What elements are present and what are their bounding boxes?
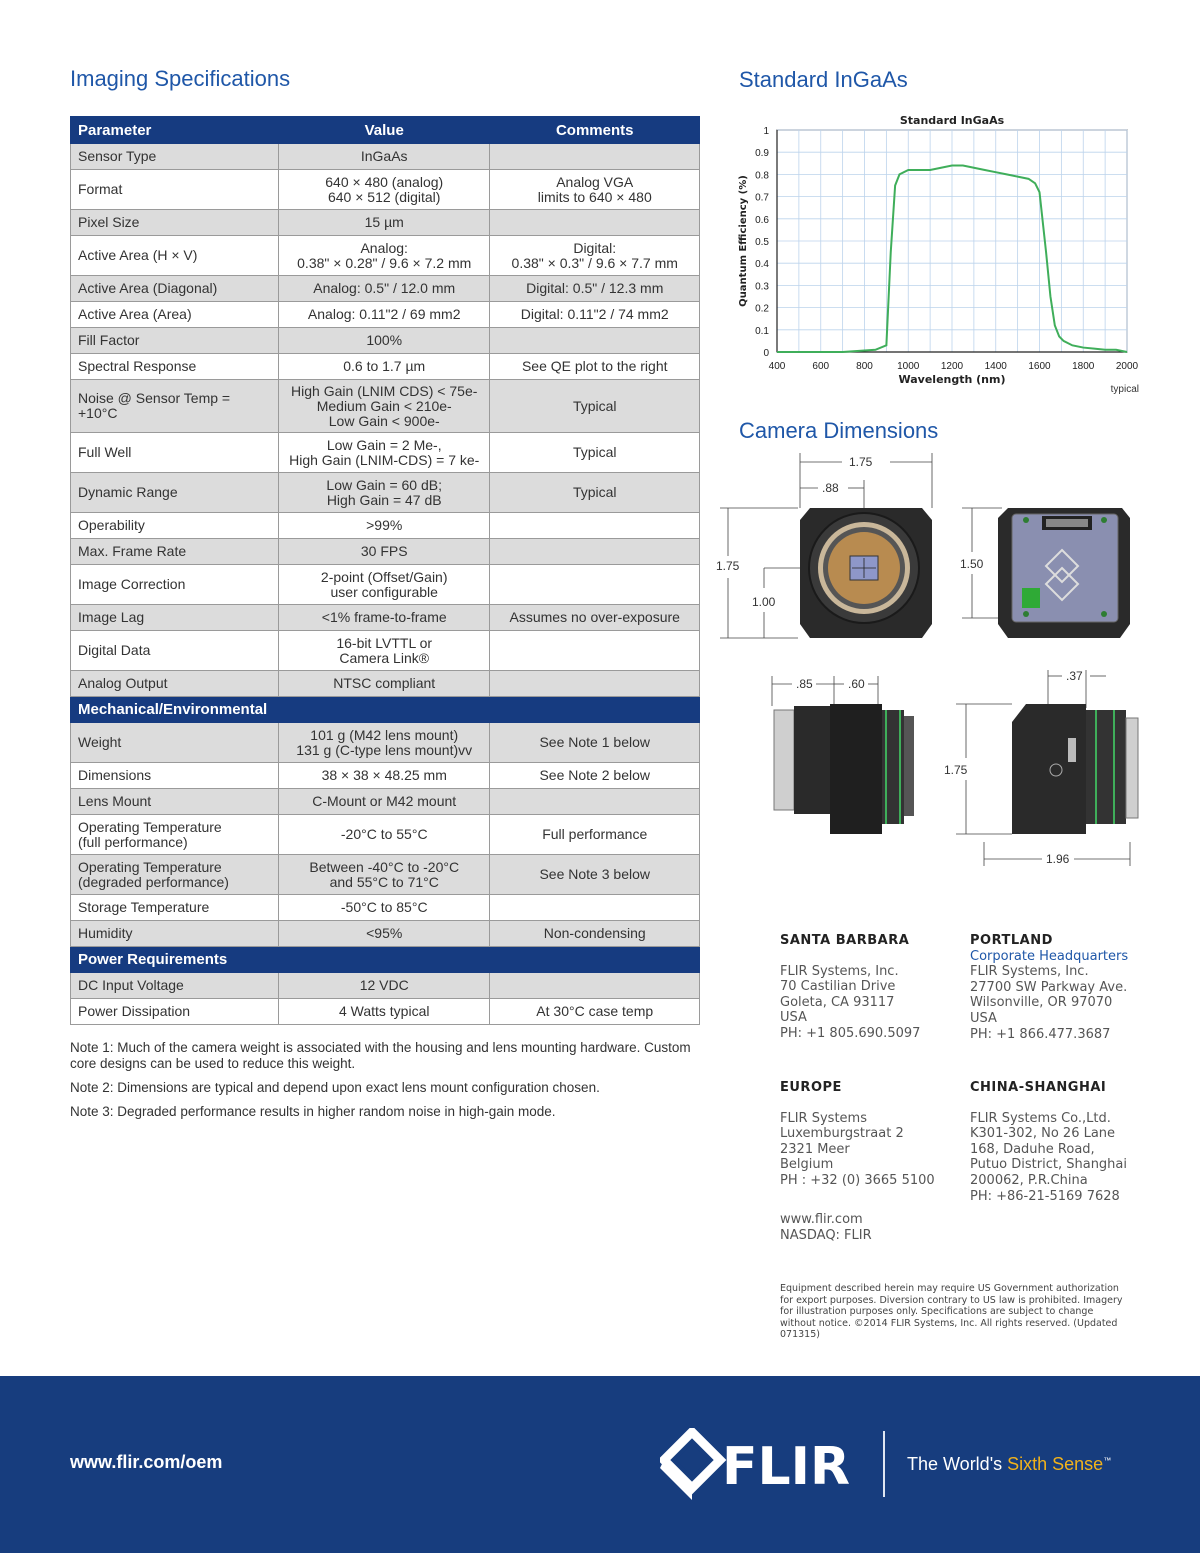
table-row [71, 895, 700, 921]
comment-cell [490, 999, 700, 1025]
section-title-spacer [278, 947, 490, 973]
value-line: 0.6 to 1.7 µm [343, 358, 426, 374]
table-row [71, 999, 700, 1025]
comment-cell [490, 328, 700, 354]
param-cell: Dynamic Range [71, 473, 279, 513]
flir-wordmark: FLIR [722, 1437, 851, 1497]
param-cell: Dimensions [71, 763, 279, 789]
comment-cell [490, 539, 700, 565]
value-line: High Gain = 47 dB [326, 491, 442, 508]
table-row [71, 671, 700, 697]
comment-cell [490, 605, 700, 631]
section-title: Mechanical/Environmental [71, 697, 279, 723]
y-tick-label: 0.6 [755, 214, 769, 226]
comment-line: Assumes no over-exposure [509, 609, 680, 625]
section-header-row [71, 697, 700, 723]
tagline-tm: ™ [1103, 1456, 1112, 1465]
value-line: Low Gain < 900e- [328, 412, 440, 429]
side-view-left [772, 676, 914, 834]
dim-side-a: .85 [796, 677, 813, 691]
value-cell [278, 921, 490, 947]
value-line: 100% [366, 332, 403, 348]
comment-line: Non-condensing [543, 925, 646, 941]
office-line: PH: +86-21-5169 7628 [970, 1188, 1120, 1204]
value-line: 12 VDC [359, 977, 409, 993]
office-line: USA [780, 1010, 807, 1026]
table-row [71, 236, 700, 276]
y-axis-label: Quantum Efficiency (%) [738, 175, 749, 307]
back-view [960, 508, 1130, 638]
office-santa-barbara [780, 933, 920, 1042]
value-line: 15 µm [364, 214, 404, 230]
param-cell: Operating Temperature (full performance) [71, 815, 279, 855]
comment-line: At 30°C case temp [536, 1003, 654, 1019]
comment-cell [490, 789, 700, 815]
value-line: 640 × 512 (digital) [327, 188, 441, 205]
office-line: FLIR Systems, Inc. [970, 964, 1089, 980]
comment-line: Digital: 0.11"2 / 74 mm2 [520, 306, 669, 322]
header-value: Value [278, 117, 490, 144]
x-tick-label: 1600 [1028, 361, 1051, 372]
comment-line: See Note 3 below [539, 866, 650, 882]
comment-cell [490, 565, 700, 605]
comment-line: Digital: [573, 239, 617, 256]
param-cell: Lens Mount [71, 789, 279, 815]
side-view-right [944, 669, 1138, 866]
office-line: K301-302, No 26 Lane [970, 1126, 1116, 1142]
comment-line: See QE plot to the right [521, 358, 668, 374]
value-cell [278, 539, 490, 565]
office-line: 2321 Meer [780, 1141, 850, 1157]
office-europe [780, 1080, 935, 1189]
footer-url-link[interactable]: www.flir.com/oem [70, 1452, 223, 1472]
value-line: Between -40°C to -20°C [309, 858, 460, 875]
comment-cell [490, 354, 700, 380]
value-cell [278, 565, 490, 605]
comment-cell [490, 473, 700, 513]
table-row [71, 815, 700, 855]
value-line: 101 g (M42 lens mount) [310, 726, 459, 743]
table-row [71, 433, 700, 473]
table-row [71, 210, 700, 236]
param-cell: Noise @ Sensor Temp = +10°C [71, 380, 279, 433]
comment-cell [490, 895, 700, 921]
param-cell: Digital Data [71, 631, 279, 671]
table-row [71, 631, 700, 671]
table-row [71, 380, 700, 433]
front-view [716, 453, 932, 638]
comment-cell [490, 723, 700, 763]
flir-diamond-icon [660, 1432, 720, 1500]
tagline-highlight: Sixth Sense [1007, 1454, 1104, 1474]
comment-cell [490, 144, 700, 170]
x-tick-label: 600 [812, 361, 830, 372]
value-line: High Gain (LNIM-CDS) = 7 ke- [289, 451, 480, 468]
value-cell [278, 144, 490, 170]
table-row [71, 473, 700, 513]
x-tick-label: 1000 [897, 361, 920, 372]
value-cell [278, 999, 490, 1025]
comment-cell [490, 380, 700, 433]
param-cell: Max. Frame Rate [71, 539, 279, 565]
imaging-specs-heading: Imaging Specifications [70, 66, 291, 91]
dim-side-c: .37 [1066, 669, 1083, 683]
param-cell: Active Area (Area) [71, 302, 279, 328]
table-row [71, 605, 700, 631]
value-cell [278, 973, 490, 999]
comment-line: 0.38" × 0.3" / 9.6 × 7.7 mm [511, 254, 678, 271]
qe-chart [732, 105, 1152, 395]
value-line: 131 g (C-type lens mount)vv [296, 741, 473, 758]
value-line: Camera Link® [339, 649, 430, 666]
office-line: Wilsonville, OR 97070 [970, 995, 1113, 1011]
x-tick-label: 2000 [1115, 361, 1139, 372]
param-cell: Image Correction [71, 565, 279, 605]
comment-line: limits to 640 × 480 [537, 188, 652, 205]
y-tick-label: 0.3 [755, 281, 769, 293]
table-row [71, 763, 700, 789]
office-line: 70 Castilian Drive [780, 979, 896, 995]
office-subtitle: Corporate Headquarters [970, 948, 1129, 964]
office-portland [970, 933, 1128, 1042]
comment-line: See Note 1 below [539, 734, 650, 750]
table-row [71, 276, 700, 302]
value-line: InGaAs [360, 148, 408, 164]
value-cell [278, 855, 490, 895]
value-line: 30 FPS [360, 543, 408, 559]
header-parameter: Parameter [71, 117, 279, 144]
value-cell [278, 763, 490, 789]
value-cell [278, 671, 490, 697]
param-cell: Spectral Response [71, 354, 279, 380]
office-city: SANTA BARBARA [780, 933, 910, 948]
value-line: <95% [366, 925, 403, 941]
office-line: PH: +1 805.690.5097 [780, 1025, 921, 1041]
y-tick-label: 0.5 [755, 237, 769, 248]
table-row [71, 513, 700, 539]
dim-side-height: 1.75 [944, 763, 968, 777]
comment-cell [490, 513, 700, 539]
office-city: CHINA-SHANGHAI [970, 1080, 1107, 1095]
table-header-row [71, 117, 700, 144]
value-line: 16-bit LVTTL or [336, 634, 433, 651]
tagline-pre: The World's [907, 1454, 1008, 1474]
standard-ingaas-heading: Standard InGaAs [739, 67, 908, 92]
office-city: PORTLAND [970, 933, 1053, 948]
param-cell: Sensor Type [71, 144, 279, 170]
value-cell [278, 302, 490, 328]
table-row [71, 539, 700, 565]
x-axis-label: Wavelength (nm) [898, 373, 1006, 386]
office-line: Belgium [780, 1157, 834, 1173]
comment-line: Typical [572, 444, 617, 460]
value-line: >99% [366, 517, 403, 533]
value-cell [278, 276, 490, 302]
comment-cell [490, 210, 700, 236]
comment-cell [490, 921, 700, 947]
value-line: Low Gain = 2 Me-, [326, 436, 442, 453]
value-line: 4 Watts typical [338, 1003, 430, 1019]
value-line: C-Mount or M42 mount [312, 793, 457, 809]
value-cell [278, 380, 490, 433]
param-cell: Fill Factor [71, 328, 279, 354]
param-cell: Image Lag [71, 605, 279, 631]
comment-line: Digital: 0.5" / 12.3 mm [526, 280, 664, 296]
param-cell: Storage Temperature [71, 895, 279, 921]
section-title-spacer [490, 697, 700, 723]
table-row [71, 144, 700, 170]
value-line: and 55°C to 71°C [329, 873, 439, 890]
param-cell: Operating Temperature (degraded performance) [71, 855, 279, 895]
comment-cell [490, 855, 700, 895]
comment-cell [490, 236, 700, 276]
table-row [71, 855, 700, 895]
dim-front-height: 1.75 [716, 559, 740, 573]
value-line: 38 × 38 × 48.25 mm [321, 767, 447, 783]
comment-cell [490, 170, 700, 210]
y-tick-label: 1 [763, 126, 769, 137]
param-cell: Full Well [71, 433, 279, 473]
table-row [71, 170, 700, 210]
value-cell [278, 236, 490, 276]
office-line: FLIR Systems, Inc. [780, 963, 899, 979]
value-line: user configurable [330, 583, 438, 600]
camera-dimension-drawings [712, 448, 1152, 878]
legal-disclaimer: Equipment described herein may require US Government authorization for export purposes. Diversion contrary to US law is prohibited. Imagery for illustration purposes only. Specifications are subject to change without notice. ©2014 FLIR Systems, Inc. All rights reserved. (Updated 071315) [780, 1283, 1123, 1340]
y-tick-label: 0 [763, 348, 769, 359]
value-line: 640 × 480 (analog) [325, 173, 444, 190]
y-tick-label: 0.4 [755, 259, 769, 271]
office-line: 200062, P.R.China [970, 1172, 1088, 1188]
dim-side-length: 1.96 [1046, 852, 1070, 866]
param-cell: Analog Output [71, 671, 279, 697]
table-row [71, 328, 700, 354]
value-cell [278, 789, 490, 815]
comment-cell [490, 763, 700, 789]
value-cell [278, 328, 490, 354]
website-link[interactable]: www.flir.com [780, 1212, 863, 1227]
value-cell [278, 605, 490, 631]
notes [70, 1040, 710, 1128]
section-title: Power Requirements [71, 947, 279, 973]
comment-line: See Note 2 below [539, 767, 650, 783]
chart-title: Standard InGaAs [899, 114, 1005, 127]
office-line: Goleta, CA 93117 [780, 994, 895, 1010]
comment-cell [490, 276, 700, 302]
value-cell [278, 895, 490, 921]
y-tick-label: 0.9 [755, 148, 769, 160]
comment-cell [490, 433, 700, 473]
value-line: Analog: 0.11"2 / 69 mm2 [307, 306, 461, 322]
param-cell: DC Input Voltage [71, 973, 279, 999]
office-line: FLIR Systems [780, 1110, 867, 1126]
value-cell [278, 815, 490, 855]
table-row [71, 302, 700, 328]
param-cell: Active Area (H × V) [71, 236, 279, 276]
header-comments: Comments [490, 117, 700, 144]
camera-dimensions-heading: Camera Dimensions [739, 418, 939, 443]
office-city: EUROPE [780, 1080, 842, 1095]
param-cell: Format [71, 170, 279, 210]
param-cell: Pixel Size [71, 210, 279, 236]
param-cell: Active Area (Diagonal) [71, 276, 279, 302]
comment-line: Full performance [542, 826, 648, 842]
office-line: Luxemburgstraat 2 [780, 1126, 904, 1142]
dim-lens-height: 1.00 [752, 595, 776, 609]
value-cell [278, 513, 490, 539]
value-line: 2-point (Offset/Gain) [320, 568, 448, 585]
value-line: Analog: 0.5" / 12.0 mm [313, 280, 456, 296]
spec-table [70, 116, 700, 1025]
dim-back-height: 1.50 [960, 557, 984, 571]
office-line: 27700 SW Parkway Ave. [970, 979, 1128, 995]
office-line: 168, Daduhe Road, [970, 1141, 1095, 1157]
flir-logo [660, 1428, 860, 1500]
office-line: USA [970, 1010, 997, 1026]
param-cell: Operability [71, 513, 279, 539]
y-tick-label: 0.1 [755, 325, 769, 337]
value-line: Medium Gain < 210e- [316, 397, 452, 414]
note-1: Note 1: Much of the camera weight is associated with the housing and lens mounting hardware. Custom core designs can be used to reduce this weight. [70, 1040, 691, 1071]
value-cell [278, 433, 490, 473]
value-line: Analog: [360, 239, 408, 256]
value-cell [278, 354, 490, 380]
value-cell [278, 473, 490, 513]
x-tick-label: 1200 [940, 361, 964, 372]
tagline [907, 1454, 1111, 1475]
x-tick-label: 1800 [1072, 361, 1095, 372]
param-cell: Weight [71, 723, 279, 763]
param-cell: Power Dissipation [71, 999, 279, 1025]
comment-cell [490, 671, 700, 697]
table-row [71, 565, 700, 605]
table-row [71, 354, 700, 380]
section-header-row [71, 947, 700, 973]
comment-line: Typical [572, 484, 617, 500]
value-cell [278, 631, 490, 671]
x-tick-label: 400 [768, 361, 786, 372]
note-2: Note 2: Dimensions are typical and depend upon exact lens mount configuration chosen. [70, 1080, 600, 1095]
value-line: -20°C to 55°C [340, 826, 428, 842]
section-title-spacer [278, 697, 490, 723]
value-cell [278, 723, 490, 763]
value-cell [278, 170, 490, 210]
comment-cell [490, 302, 700, 328]
table-row [71, 789, 700, 815]
value-line: Low Gain = 60 dB; [326, 476, 442, 493]
table-row [71, 973, 700, 999]
web-info [780, 1212, 872, 1243]
value-line: High Gain (LNIM CDS) < 75e- [291, 382, 478, 399]
y-tick-label: 0.2 [755, 303, 769, 315]
office-china-shanghai [970, 1080, 1127, 1204]
comment-cell [490, 631, 700, 671]
table-row [71, 723, 700, 763]
value-line: NTSC compliant [333, 675, 436, 691]
x-tick-label: 1400 [984, 361, 1007, 372]
office-line: FLIR Systems Co.,Ltd. [970, 1110, 1111, 1126]
footer-band [0, 1376, 1200, 1553]
param-cell: Humidity [71, 921, 279, 947]
comment-cell [490, 973, 700, 999]
office-line: PH: +1 866.477.3687 [970, 1026, 1111, 1042]
value-line: <1% frame-to-frame [321, 609, 447, 625]
y-tick-label: 0.7 [755, 192, 769, 204]
value-line: 0.38" × 0.28" / 9.6 × 7.2 mm [297, 254, 472, 271]
x-tick-label: 800 [856, 361, 873, 372]
nasdaq-ticker: NASDAQ: FLIR [780, 1227, 872, 1243]
comment-cell [490, 815, 700, 855]
value-line: -50°C to 85°C [340, 899, 428, 915]
office-line: PH : +32 (0) 3665 5100 [780, 1172, 935, 1188]
value-cell [278, 210, 490, 236]
office-line: Putuo District, Shanghai [970, 1157, 1127, 1173]
table-row [71, 921, 700, 947]
dim-lens-center: .88 [822, 481, 839, 495]
dim-front-width: 1.75 [849, 455, 873, 469]
y-tick-label: 0.8 [755, 170, 769, 182]
note-3: Note 3: Degraded performance results in higher random noise in high-gain mode. [70, 1104, 556, 1119]
comment-line: Analog VGA [556, 173, 634, 190]
chart-annotation: typical [1110, 384, 1139, 395]
dim-side-b: .60 [848, 677, 865, 691]
comment-line: Typical [572, 397, 617, 414]
section-title-spacer [490, 947, 700, 973]
footer-divider [883, 1431, 885, 1497]
